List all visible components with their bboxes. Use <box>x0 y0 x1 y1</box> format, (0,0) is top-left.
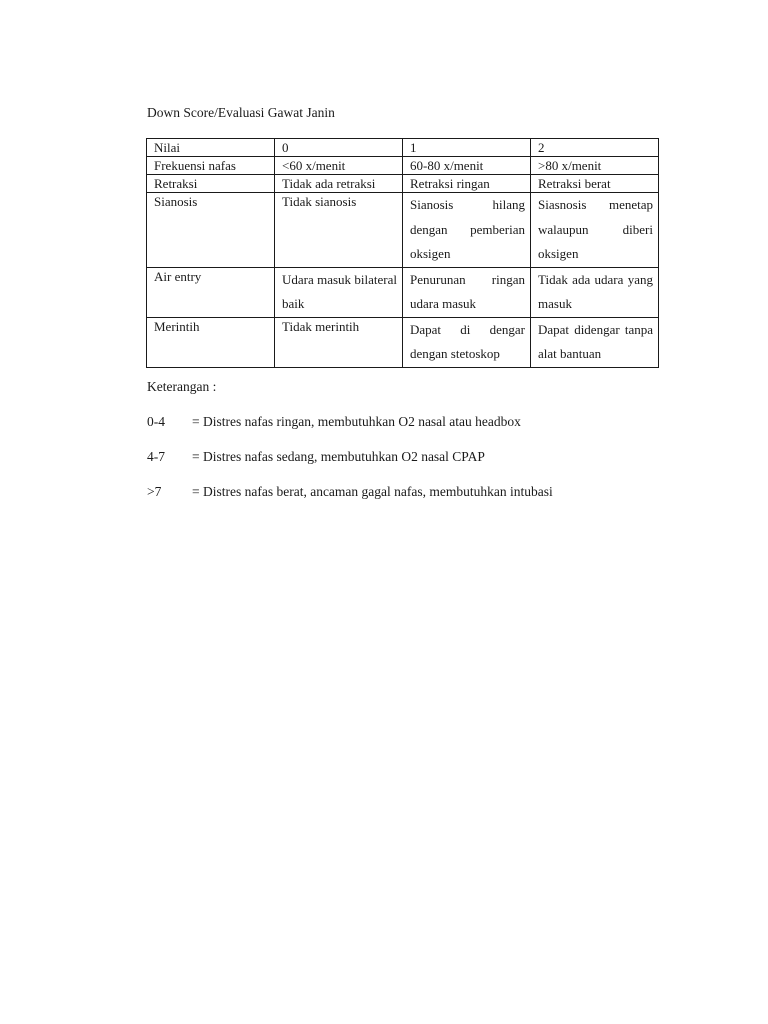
note-item <box>147 448 553 466</box>
down-score-table <box>146 138 659 368</box>
table-cell: Dapat didengar tanpa alat bantuan <box>531 317 659 367</box>
table-cell: Dapat di dengar dengan stetoskop <box>403 317 531 367</box>
table-cell: Penurunan ringan udara masuk <box>403 267 531 317</box>
table-cell: Siasnosis menetap walaupun diberi oksigen <box>531 193 659 268</box>
table-cell: Retraksi <box>147 175 275 193</box>
table-cell: Tidak sianosis <box>275 193 403 268</box>
table-row-retraksi <box>147 175 659 193</box>
header-cell-score-0: 0 <box>275 139 403 157</box>
header-cell-score-2: 2 <box>531 139 659 157</box>
header-cell-nilai: Nilai <box>147 139 275 157</box>
table-header-row <box>147 139 659 157</box>
notes-section <box>147 378 553 518</box>
table-cell: Udara masuk bilateral baik <box>275 267 403 317</box>
table-cell: Sianosis hilang dengan pemberian oksigen <box>403 193 531 268</box>
table-cell: Frekuensi nafas <box>147 157 275 175</box>
table-cell: 60-80 x/menit <box>403 157 531 175</box>
table-cell: Tidak merintih <box>275 317 403 367</box>
table-cell: Air entry <box>147 267 275 317</box>
page-title: Down Score/Evaluasi Gawat Janin <box>147 105 335 120</box>
note-range: 0-4 <box>147 414 165 429</box>
table-cell: Tidak ada retraksi <box>275 175 403 193</box>
table-cell: Retraksi ringan <box>403 175 531 193</box>
table-row-sianosis <box>147 193 659 268</box>
table-cell: >80 x/menit <box>531 157 659 175</box>
table-cell: Sianosis <box>147 193 275 268</box>
table-row-frekuensi-nafas <box>147 157 659 175</box>
notes-heading: Keterangan : <box>147 379 217 394</box>
table-cell: Tidak ada udara yang masuk <box>531 267 659 317</box>
table-cell: Merintih <box>147 317 275 367</box>
note-range: >7 <box>147 484 162 499</box>
header-cell-score-1: 1 <box>403 139 531 157</box>
note-text: = Distres nafas ringan, membutuhkan O2 nasal atau headbox <box>192 414 521 429</box>
note-item <box>147 413 553 431</box>
table-row-merintih <box>147 317 659 367</box>
table-row-air-entry <box>147 267 659 317</box>
note-text: = Distres nafas berat, ancaman gagal nafas, membutuhkan intubasi <box>192 484 553 499</box>
table-cell: Retraksi berat <box>531 175 659 193</box>
note-text: = Distres nafas sedang, membutuhkan O2 nasal CPAP <box>192 449 485 464</box>
note-item <box>147 483 553 501</box>
note-range: 4-7 <box>147 449 165 464</box>
table-cell: <60 x/menit <box>275 157 403 175</box>
